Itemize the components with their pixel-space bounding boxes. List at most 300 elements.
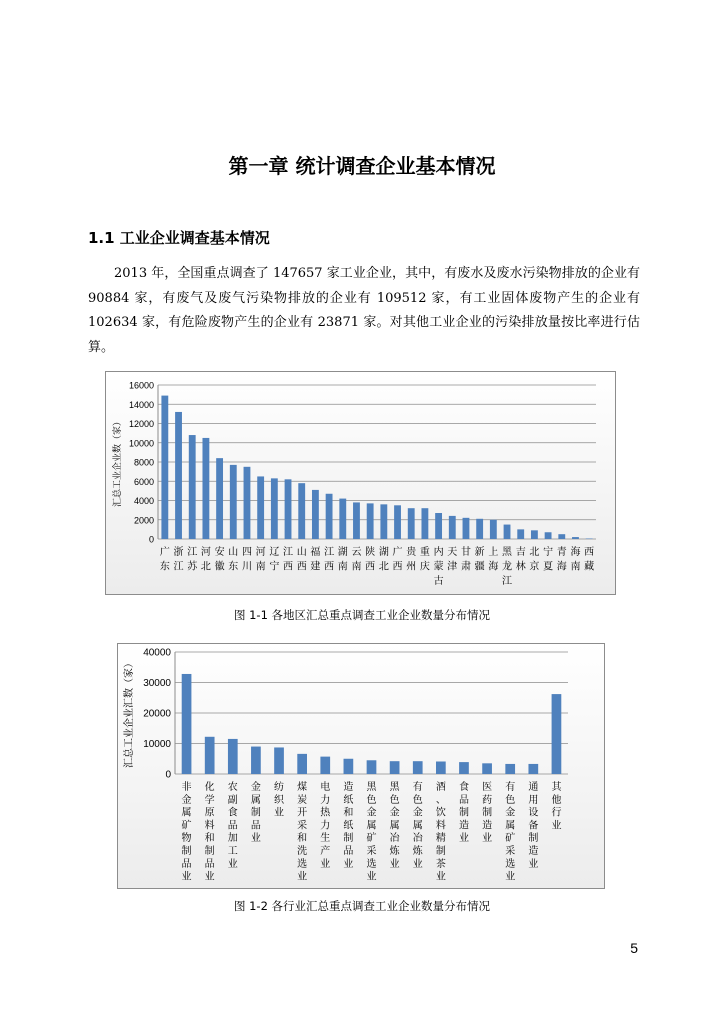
svg-text:属: 属 [389,820,400,832]
x-tick-label [420,545,430,573]
svg-text:京: 京 [529,561,540,573]
svg-text:业: 业 [250,833,261,845]
bar [297,754,307,774]
svg-text:林: 林 [515,561,526,573]
svg-text:青: 青 [556,547,567,558]
svg-text:料: 料 [204,820,215,832]
svg-text:南: 南 [351,561,362,573]
bar [394,505,401,539]
svg-text:龙: 龙 [502,561,513,573]
svg-text:纸: 纸 [343,820,354,832]
svg-text:西: 西 [584,547,595,558]
svg-text:属: 属 [366,820,377,832]
bar [436,761,446,774]
svg-text:西: 西 [324,561,335,573]
x-tick-label [406,545,417,573]
x-tick-label [436,781,446,883]
svg-text:南: 南 [337,561,348,573]
svg-text:建: 建 [310,561,321,573]
svg-text:色: 色 [412,794,423,806]
x-tick-label [390,781,401,870]
svg-text:江: 江 [173,561,184,573]
svg-text:广: 广 [159,547,170,558]
svg-text:业: 业 [458,833,469,845]
y-tick-label: 8000 [133,457,154,468]
industry-chart-svg [118,644,604,888]
svg-text:湖: 湖 [337,547,348,558]
bar [175,412,182,539]
svg-text:造: 造 [482,820,493,832]
svg-text:原: 原 [204,807,215,819]
svg-text:电: 电 [320,782,331,793]
bar [344,759,354,774]
x-tick-label [488,545,498,573]
svg-text:行: 行 [551,807,562,819]
svg-text:品: 品 [458,794,469,806]
figure-1-2-caption: 图 1-2 各行业汇总重点调查工业企业数量分布情况 [233,899,491,913]
svg-text:选: 选 [366,858,377,870]
svg-text:力: 力 [320,794,331,806]
svg-text:热: 热 [320,807,331,819]
y-tick-label: 10000 [143,739,171,750]
svg-text:黑: 黑 [502,547,513,558]
svg-text:物: 物 [181,833,192,845]
svg-text:湖: 湖 [378,547,389,558]
svg-text:海: 海 [488,561,499,573]
x-tick-label [320,780,331,870]
svg-text:业: 业 [297,871,308,883]
svg-text:制: 制 [528,833,539,845]
svg-text:业: 业 [435,871,446,883]
bar [216,458,223,539]
x-tick-label [297,545,307,573]
bar [274,747,284,774]
svg-text:金: 金 [181,794,192,806]
svg-text:农: 农 [227,782,238,793]
bar [312,490,319,539]
svg-text:色: 色 [389,794,400,806]
svg-text:、: 、 [435,794,446,806]
svg-text:炼: 炼 [389,846,400,857]
svg-text:学: 学 [204,794,215,806]
x-tick-label [174,545,184,573]
svg-text:制: 制 [181,846,192,857]
svg-text:夏: 夏 [543,561,554,573]
bar [257,476,264,539]
svg-text:业: 业 [389,858,400,870]
svg-text:金: 金 [389,807,400,819]
svg-text:江: 江 [283,547,294,558]
bar [490,520,497,539]
bar [228,739,238,774]
svg-text:宁: 宁 [543,547,554,558]
svg-text:业: 业 [227,858,238,870]
svg-text:内: 内 [433,547,444,558]
svg-text:业: 业 [343,858,354,870]
bar [251,747,261,774]
svg-text:江: 江 [324,547,335,558]
bar [271,478,278,539]
svg-text:品: 品 [227,820,238,832]
svg-text:医: 医 [482,782,493,793]
bar [421,508,428,539]
bar [545,532,552,539]
bar [531,530,538,539]
bar [517,529,524,539]
svg-text:炭: 炭 [297,794,308,806]
x-tick-label [475,546,485,573]
x-tick-label [393,545,403,573]
x-tick-label [434,545,444,587]
svg-text:山: 山 [228,547,239,558]
svg-text:其: 其 [551,782,562,793]
bar [449,516,456,539]
svg-text:色: 色 [505,794,516,806]
x-tick-label [205,780,215,883]
svg-text:炼: 炼 [412,846,423,857]
svg-text:生: 生 [320,833,331,845]
x-tick-label [502,546,513,587]
svg-text:州: 州 [406,561,417,573]
svg-text:业: 业 [274,807,285,819]
y-tick-label: 10000 [128,438,154,449]
svg-text:属: 属 [505,820,516,832]
x-tick-label [324,546,334,573]
bar [326,494,333,539]
svg-text:制: 制 [250,807,261,819]
svg-text:食: 食 [458,782,469,793]
svg-text:业: 业 [181,871,192,883]
bar [230,465,237,539]
bar [161,396,168,539]
y-tick-label: 6000 [133,476,154,487]
svg-text:黑: 黑 [389,782,400,793]
svg-text:海: 海 [556,561,567,573]
svg-text:品: 品 [343,846,354,857]
svg-text:酒: 酒 [435,782,446,793]
svg-text:上: 上 [488,547,499,558]
y-tick-label: 20000 [143,708,171,720]
svg-text:通: 通 [528,782,539,793]
svg-text:川: 川 [241,561,252,573]
svg-text:福: 福 [310,547,321,558]
svg-text:浙: 浙 [173,547,184,558]
svg-text:蒙: 蒙 [433,561,444,573]
bar [367,760,377,774]
x-tick-label [274,780,285,819]
x-tick-label [269,546,279,573]
x-tick-label [543,545,553,573]
bar [390,761,400,774]
svg-text:制: 制 [343,833,354,845]
svg-text:金: 金 [412,807,423,819]
svg-text:煤: 煤 [297,782,308,793]
x-tick-label [160,545,170,573]
svg-text:化: 化 [204,782,215,793]
y-tick-label: 14000 [128,399,154,410]
bar [413,761,423,774]
bar [380,504,387,539]
figure-1-1-caption: 图 1-1 各地区汇总重点调查工业企业数量分布情况 [233,608,491,622]
svg-text:制: 制 [482,807,493,819]
bar [586,539,593,540]
svg-text:南: 南 [255,561,266,573]
svg-text:精: 精 [435,833,446,845]
svg-text:织: 织 [274,794,285,806]
svg-text:采: 采 [297,820,308,832]
x-tick-label [283,546,293,573]
svg-text:广: 广 [392,547,403,558]
svg-text:矿: 矿 [181,820,192,832]
svg-text:徽: 徽 [214,561,225,573]
svg-text:津: 津 [447,561,458,573]
chapter-title: 第一章 统计调查企业基本情况 [228,154,496,178]
svg-text:江: 江 [502,576,513,587]
svg-text:属: 属 [250,794,261,806]
x-tick-label [338,545,348,573]
bar [552,694,562,774]
svg-text:业: 业 [505,871,516,883]
x-tick-label [215,545,225,573]
svg-text:品: 品 [204,858,215,870]
x-tick-label [461,545,471,573]
svg-text:业: 业 [551,820,562,832]
svg-text:和: 和 [204,833,215,845]
x-tick-label [516,545,526,573]
svg-text:备: 备 [528,820,539,832]
intro-paragraph: 2013 年，全国重点调查了 147657 家工业企业，其中，有废水及废水污染物排放的企业有 90884 家，有废气及废气污染物排放的企业有 109512 家，有工业固体废物产生的企业有 102634 家，有危险废物产生的企业有 23871 家。对其他工业企业的污染排放量按比率进行估算。 [88,266,640,355]
bar [353,502,360,539]
bar [505,764,515,774]
y-tick-label: 40000 [143,647,171,659]
y-tick-label: 30000 [143,678,171,689]
svg-text:金: 金 [505,807,516,819]
svg-text:洗: 洗 [297,846,308,857]
svg-text:藏: 藏 [584,561,595,573]
svg-text:北: 北 [378,561,389,573]
x-tick-label [343,780,353,870]
x-tick-label [482,781,492,844]
bar [182,674,192,774]
svg-text:属: 属 [412,820,423,832]
x-tick-label [251,780,261,844]
x-tick-label [557,545,567,573]
x-tick-label [228,780,238,870]
svg-text:冶: 冶 [389,833,400,845]
section-title: 1.1 工业企业调查基本情况 [88,229,270,247]
bar [504,525,511,539]
bar [367,503,374,539]
svg-text:品: 品 [181,858,192,870]
bar [205,737,215,774]
bar [202,438,209,539]
x-tick-label [379,545,389,573]
svg-text:纺: 纺 [274,782,285,793]
x-tick-label [528,781,538,870]
bar [244,467,251,539]
svg-text:药: 药 [482,794,493,806]
x-tick-label [529,546,539,573]
svg-text:山: 山 [296,547,307,558]
svg-text:设: 设 [528,807,539,819]
industry-chart [117,643,605,889]
svg-text:品: 品 [250,820,261,832]
x-tick-label [187,546,198,573]
svg-text:采: 采 [505,846,516,857]
y-tick-label: 0 [165,769,171,781]
svg-text:辽: 辽 [269,547,280,558]
svg-text:南: 南 [570,561,581,573]
bar [320,757,330,774]
x-tick-label [505,780,515,883]
y-axis-label: 汇总工业企业数（家） [113,416,123,508]
svg-text:江: 江 [187,547,198,558]
svg-text:制: 制 [435,846,446,857]
region-chart [105,371,616,595]
x-tick-label [297,780,307,883]
bar [339,499,346,539]
bar [482,763,492,774]
svg-text:四: 四 [241,547,252,558]
svg-text:料: 料 [435,820,446,832]
svg-text:冶: 冶 [412,833,423,845]
x-tick-label [367,781,378,883]
svg-text:天: 天 [447,547,458,558]
bar [572,537,579,539]
region-chart-svg [106,372,615,594]
svg-text:有: 有 [412,782,423,793]
svg-text:他: 他 [551,794,562,806]
svg-text:业: 业 [412,858,423,870]
svg-text:矿: 矿 [505,833,516,845]
bar [189,435,196,539]
x-tick-label [242,546,252,573]
y-axis-label: 汇总工业企业汇数（家） [124,658,135,768]
bar [463,518,470,539]
svg-text:力: 力 [320,820,331,832]
svg-text:矿: 矿 [366,833,377,845]
svg-text:甘: 甘 [460,547,471,558]
svg-text:肃: 肃 [460,561,471,573]
svg-text:金: 金 [250,782,261,793]
svg-text:东: 东 [228,561,239,573]
svg-text:苏: 苏 [187,561,198,573]
svg-text:黑: 黑 [366,782,377,793]
x-tick-label [447,546,457,573]
svg-text:造: 造 [343,782,354,793]
svg-text:属: 属 [181,807,192,819]
bar [298,483,305,539]
x-tick-label [201,546,211,573]
svg-text:饮: 饮 [435,807,446,819]
svg-text:选: 选 [505,858,516,870]
svg-text:和: 和 [297,833,308,845]
svg-text:业: 业 [320,858,331,870]
svg-text:非: 非 [181,782,192,793]
x-tick-label [551,781,562,831]
x-tick-label [182,780,192,883]
svg-text:西: 西 [365,561,376,573]
page-number: 5 [630,940,638,956]
svg-text:用: 用 [528,794,539,806]
x-tick-label [570,545,580,573]
svg-text:工: 工 [227,846,238,857]
svg-text:庆: 庆 [419,561,430,573]
svg-text:古: 古 [433,576,444,587]
svg-text:有: 有 [505,782,516,793]
x-tick-label [256,546,266,573]
x-tick-label [351,546,361,573]
svg-text:和: 和 [343,807,354,819]
svg-text:加: 加 [227,833,238,845]
bar [476,519,483,539]
svg-text:业: 业 [528,858,539,870]
y-tick-label: 2000 [133,515,154,526]
svg-text:河: 河 [255,547,266,558]
y-tick-label: 4000 [133,496,154,506]
x-tick-label [413,780,424,870]
bar [459,762,469,774]
svg-text:西: 西 [296,561,307,573]
svg-text:东: 东 [159,561,170,573]
svg-text:制: 制 [204,846,215,857]
svg-text:北: 北 [200,561,211,573]
bar [285,479,292,539]
svg-text:疆: 疆 [474,561,485,573]
svg-text:业: 业 [204,871,215,883]
y-tick-label: 12000 [128,419,154,429]
svg-text:食: 食 [227,807,238,819]
bar [558,534,565,539]
svg-text:业: 业 [366,871,377,883]
svg-text:副: 副 [227,794,238,806]
x-tick-label [310,545,320,573]
svg-text:重: 重 [419,547,430,558]
y-tick-label: 16000 [128,380,154,391]
svg-text:色: 色 [366,794,377,806]
svg-text:吉: 吉 [515,547,526,558]
svg-text:采: 采 [366,846,377,857]
svg-text:云: 云 [351,547,362,558]
svg-text:制: 制 [458,807,469,819]
svg-text:宁: 宁 [269,561,280,573]
x-tick-label [228,545,238,573]
svg-text:纸: 纸 [343,794,354,806]
svg-text:西: 西 [283,561,294,573]
svg-text:河: 河 [200,547,211,558]
svg-text:新: 新 [474,547,485,558]
x-tick-label [459,780,469,844]
bar [528,764,538,774]
svg-text:开: 开 [297,807,308,819]
bar [408,508,415,539]
svg-text:产: 产 [320,846,331,857]
svg-text:茶: 茶 [435,858,446,870]
x-tick-label [365,545,375,573]
svg-text:陕: 陕 [365,547,376,558]
svg-text:安: 安 [214,547,225,558]
svg-text:业: 业 [482,833,493,845]
svg-text:海: 海 [570,547,581,558]
svg-text:贵: 贵 [406,547,417,558]
svg-text:造: 造 [458,820,469,832]
svg-text:西: 西 [392,561,403,573]
svg-text:造: 造 [528,846,539,857]
y-tick-label: 0 [148,534,154,545]
svg-text:北: 北 [529,547,540,558]
bar [435,513,442,539]
svg-text:金: 金 [366,807,377,819]
